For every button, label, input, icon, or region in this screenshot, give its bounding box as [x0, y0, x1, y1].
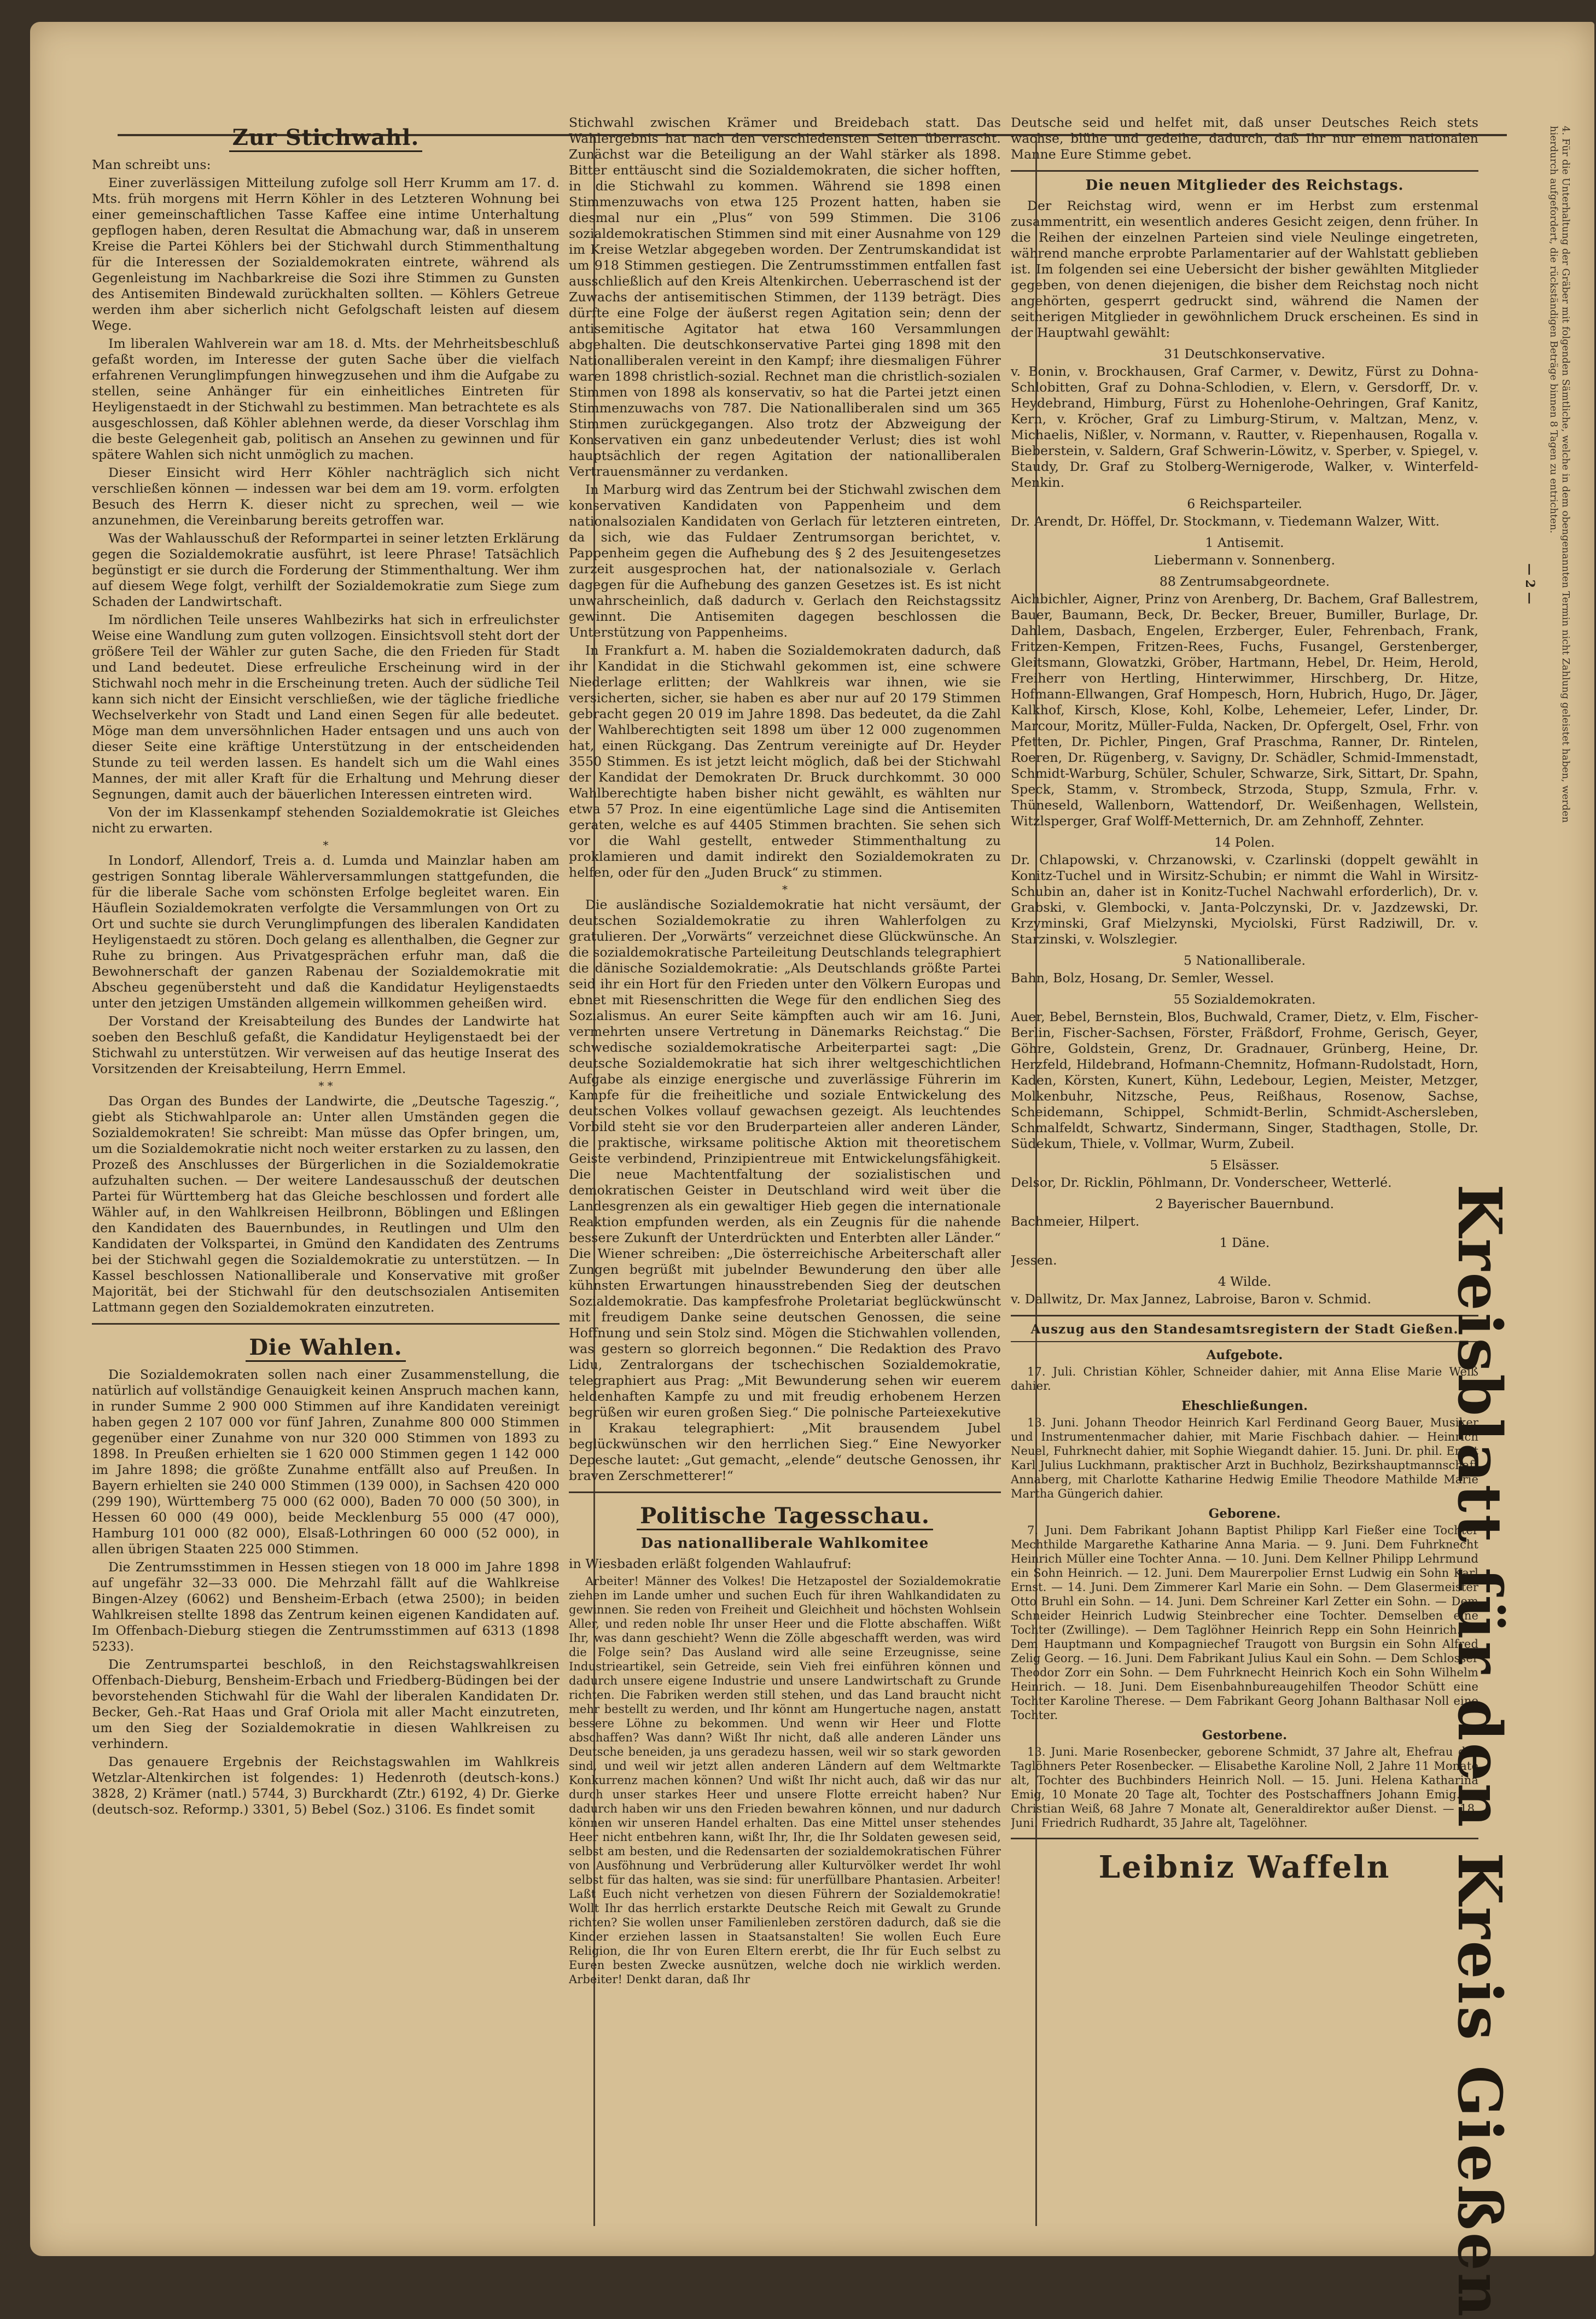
- party-label: 14 Polen.: [1214, 835, 1275, 850]
- party-list: [1011, 346, 1478, 1307]
- gestorbene-heading: Gestorbene.: [1202, 1728, 1288, 1743]
- party-members: Jessen.: [1011, 1252, 1057, 1268]
- party-label: 1 Antisemit.: [1205, 535, 1284, 550]
- margin-notice: 4. Für die Unterhaltung der Gräber mit folgenden Sämtliche, welche in dem obengenannten Termin nicht Zahlung geleistet haben, werden hierdurch aufgefordert, die rückständigen Beträge binnen 8 Tagen zu entrichten.: [1548, 126, 1571, 823]
- paragraph: Dieser Einsicht wird Herr Köhler nachträglich sich nicht verschließen können — indessen war bei dem am 19. vorm. erfolgten Besuch des Herrn K. dieser nicht zu sprechen, weil — wie anzunehmen, die Vereinbarung bereits getroffen war.: [92, 465, 560, 528]
- party-label: 55 Sozialdemokraten.: [1173, 992, 1316, 1007]
- party-label: 4 Wilde.: [1218, 1274, 1272, 1289]
- party-members: Auer, Bebel, Bernstein, Blos, Buchwald, Cramer, Dietz, v. Elm, Fischer-Berlin, Fischer-Sachsen, Förster, Fräßdorf, Frohme, Gerisch, Geyer, Göhre, Goldstein, Grenz, Dr. Gradnauer, Grünberg, Heine, Dr. Herzfeld, Hildebrand, Hofmann-Chemnitz, Hofmann-Rudolstadt, Horn, Kaden, Körsten, Kunert, Kühn, Ledebour, Legien, Meister, Metzger, Molkenbuhr, Nitzsche, Peus, Reißhaus, Rosenow, Sachse, Scheidemann, Schippel, Schmidt-Berlin, Schmidt-Aschersleben, Schmalfeldt, Schwartz, Sindermann, Singer, Stadthagen, Stolle, Dr. Südekum, Thiele, v. Vollmar, Wurm, Zubeil.: [1011, 1009, 1478, 1151]
- paragraph: Die Zentrumsstimmen in Hessen stiegen von 18 000 im Jahre 1898 auf ungefähr 32—33 000. Die Mehrzahl fällt auf die Wahlkreise Bingen-Alzey (6062) und Bensheim-Erbach (etwa 2500); in beiden Wahlkreisen stellte 1898 das Zentrum keinen eigenen Kandidaten auf. Im Offenbach-Dieburg stiegen die Zentrumsstimmen auf 6313 (1898 5233).: [92, 1559, 560, 1654]
- column-right: [1011, 115, 1478, 2204]
- party-label: 88 Zentrumsabgeordnete.: [1159, 574, 1330, 589]
- paragraph: In Marburg wird das Zentrum bei der Stichwahl zwischen dem konservativen Kandidaten von Pappenheim und dem nationalsozialen Kandidaten von Gerlach für letzteren eintreten, da sich, wie das Fuldaer Zentrumsorgan berichtet, v. Pappenheim gegen die Aufhebung des § 2 des Jesuitengesetzes zurzeit ausgesprochen hat, der nationalsoziale v. Gerlach dagegen für die Aufhebung des ganzen Gesetzes ist. Es ist nicht unwahrscheinlich, daß dadurch v. Gerlach den Reichstagssitz gewinnt. Die Antisemiten dagegen beschlossen die Unterstützung von Pappenheims.: [569, 482, 1001, 640]
- separator-asterisk: * *: [318, 1079, 333, 1092]
- party-members: Bahn, Bolz, Hosang, Dr. Semler, Wessel.: [1011, 970, 1274, 986]
- paragraph: Man schreibt uns:: [92, 157, 211, 172]
- party-label: 5 Elsässer.: [1209, 1157, 1280, 1173]
- party-members: v. Bonin, v. Brockhausen, Graf Carmer, v. Dewitz, Fürst zu Dohna-Schlobitten, Graf zu Dohna-Schlodien, v. Elern, v. Gersdorff, Dr. v. Heydebrand, Himburg, Fürst zu Hohenlohe-Oehringen, Graf Kanitz, Kern, v. Kröcher, Graf zu Limburg-Stirum, v. Maltzan, Menz, v. Michaelis, Nißler, v. Normann, v. Rautter, v. Riepenhausen, Rogalla v. Bieberstein, v. Saldern, Graf Schwerin-Löwitz, v. Sperber, v. Spiegel, v. Staudy, Dr. Graf zu Stolberg-Wernigerode, Walker, v. Winterfeld-Menkin.: [1011, 364, 1478, 490]
- paragraph: Was der Wahlausschuß der Reformpartei in seiner letzten Erklärung gegen die Sozialdemokratie ausführt, ist leere Phrase! Tatsächlich begünstigt er sie durch die Forderung der Stimmenthaltung. Wer ihm auf diesem Wege folgt, verhilft der Sozialdemokratie zum Siege zum Schaden der Landwirtschaft.: [92, 531, 560, 609]
- paragraph: In Frankfurt a. M. haben die Sozialdemokraten dadurch, daß ihr Kandidat in die Stichwahl gekommen ist, eine schwere Niederlage erlitten; der Wahlkreis war ihnen, wie sie versicherten, sicher, sie haben es aber nur auf 20 179 Stimmen gebracht gegen 20 019 im Jahre 1898. Das bedeutet, da die Zahl der Wahlberechtigten seit 1898 um über 12 000 zugenommen hat, einen Rückgang. Das Zentrum vereinigte auf Dr. Heyder 3550 Stimmen. Es ist jetzt leicht möglich, daß bei der Stichwahl der Kandidat der Demokraten Dr. Bruck durchkommt. 30 000 Wahlberechtigte haben bisher nicht gewählt, es wählten nur etwa 57 Proz. In eine eigentümliche Lage sind die Antisemiten geraten, welche es auf 4405 Stimmen brachten. Sie sehen sich vor die Wahl gestellt, entweder Stimmenthaltung zu proklamieren und damit indirekt den Sozialdemokraten zu helfen, oder für den „Juden Bruck“ zu stimmen.: [569, 643, 1001, 880]
- geborene-heading: Geborene.: [1208, 1506, 1281, 1521]
- paragraph: Der Vorstand der Kreisabteilung des Bundes der Landwirte hat soeben den Beschluß gefaßt, die Kandidatur Heyligenstaedt bei der Stichwahl zu unterstützen. Wir verweisen auf das heutige Inserat des Vorsitzenden der Kreisabteilung, Herrn Emmel.: [92, 1013, 560, 1076]
- section-rule: [1011, 170, 1478, 172]
- paragraph: 13. Juni. Marie Rosenbecker, geborene Schmidt, 37 Jahre alt, Ehefrau des Taglöhners Peter Rosenbecker. — Elisabethe Karoline Noll, 2 Jahre 11 Monate alt, Tochter des Buchbinders Heinrich Noll. — 15. Juni. Helena Katharina Emig, 10 Monate 20 Tage alt, Tochter des Postschaffners Johann Emig. — Christian Weiß, 68 Jahre 7 Monate alt, Generaldirektor außer Dienst. — 18. Juni. Friedrich Rudhardt, 35 Jahre alt, Tagelöhner.: [1011, 1745, 1478, 1829]
- wahlen-heading: Die Wahlen.: [92, 1335, 560, 1360]
- paragraph: 17. Juli. Christian Köhler, Schneider dahier, mit Anna Elise Marie Weiß dahier.: [1011, 1365, 1478, 1392]
- paragraph: Einer zuverlässigen Mitteilung zufolge soll Herr Krumm am 17. d. Mts. früh morgens mit Herrn Köhler in des Letzteren Wohnung bei einer gemeinschaftlichen Tasse Kaffee eine intime Unterhaltung gepflogen haben, deren Resultat die Abmachung war, daß in unserem Kreise die Partei Köhlers bei der Stichwahl durch Stimmenthaltung für die Interessen der Sozialdemokraten eintrete, während als Gegenleistung im Nachbarkreise die Sozi ihre Stimmen zu Gunsten des Antisemiten Bindewald zurückhalten sollten. — Köhlers Getreue werden ihm aber sicherlich nicht Gefolgschaft leisten auf diesem Wege.: [92, 175, 560, 333]
- paragraph: Arbeiter! Männer des Volkes! Die Hetzapostel der Sozialdemokratie ziehen im Lande umher und suchen Euch für ihren Wahlkandidaten zu gewinnen. Sie reden von Freiheit und Gleichheit und höchsten Wohlsein Aller, und reden noble Ihr unser Heer und die Flotte abschaffen. Wißt Ihr, was dann geschieht? Wenn die Zölle abgeschafft werden, was wird die Folge sein? Das Ausland wird alle seine Erzeugnisse, seine Industrieartikel, sein Getreide, sein Vieh frei einführen können und dadurch unsere eigene Industrie und unsere Landwirtschaft zu Grunde richten. Die Fabriken werden still stehen, und das Land braucht nicht mehr bestellt zu werden, und Ihr könnt am Hungertuche nagen, anstatt bessere Löhne zu bekommen. Und wenn wir Heer und Flotte abschaffen? Was dann? Wißt Ihr nicht, daß alle anderen Länder uns Deutsche beneiden, ja uns geradezu hassen, weil wir so stark geworden sind, und weil wir jetzt allen anderen Ländern auf dem Weltmarkte Konkurrenz machen können? Und wißt Ihr nicht auch, daß wir das nur durch unser starkes Heer und unsere Flotte erreicht haben? Nur dadurch haben wir uns den Frieden bewahren können, und nur dadurch können wir unseren Handel erhalten. Das eine Mittel unser stehendes Heer nicht entbehren kann, wißt Ihr, Ihr, die Ihr Soldaten gewesen seid, selbst am besten, und die Redensarten der sozialdemokratischen Führer von Ausföhnung und Verbrüderung aller Kulturvölker werdet Ihr wohl selbst für das halten, was sie sind: für unerfüllbare Phantasien. Arbeiter! Laßt Euch nicht verhetzen von diesen Führern der Sozialdemokratie! Wollt Ihr das herrlich erstarkte Deutsche Reich mit Gewalt zu Grunde richten? Sie wollen unser Familienleben zerstören dadurch, daß sie die Kinder erziehen lassen in Staatsanstalten! Sie wollen Euch Eure Religion, die Ihr von Euren Eltern ererbt, die Ihr für Euch selbst zu Euren besten Zwecke ausnützen, welche doch nie wirklich werden. Arbeiter! Denkt daran, daß Ihr: [569, 1575, 1001, 1986]
- wahlkomitee-article: [569, 1574, 1001, 1986]
- paragraph: Der Reichstag wird, wenn er im Herbst zum erstenmal zusammentritt, ein wesentlich anderes Gesicht zeigen, denn früher. In die Reihen der einzelnen Parteien sind viele Neulinge eingetreten, während manche erprobte Parlamentarier auf der Wahlstatt geblieben ist. Im folgenden sei eine Uebersicht der bisher gewählten Mitglieder gegeben, von denen diejenigen, die bisher dem Reichstag noch nicht angehörten, gesperrt gedruckt sind, während die Namen der seitherigen Mitglieder in gewöhnlichem Druck erscheinen. Es sind in der Hauptwahl gewählt:: [1011, 198, 1478, 340]
- paragraph: Stichwahl zwischen Krämer und Breidebach statt. Das Wahlergebnis hat nach den verschiedensten Seiten überrascht. Zunächst war die Beteiligung an der Wahl stärker als 1898. Bitter enttäuscht sind die Sozialdemokraten, die sicher hofften, in die Stichwahl zu kommen. Während sie 1898 einen Stimmenzuwachs von etwa 125 Prozent hatten, haben sie diesmal nur ein „Plus“ von 599 Stimmen. Die 3106 sozialdemokratischen Stimmen sind mit einer Ausnahme von 129 im Kreise Wetzlar abgegeben worden. Der Zentrumskandidat ist um 918 Stimmen gestiegen. Die Zentrumsstimmen entfallen fast ausschließlich auf den Kreis Altenkirchen. Ueberraschend ist der Zuwachs der antisemitischen Stimmen, der 1139 beträgt. Dies dürfte eine Folge der äußerst regen Agitation sein; denn der antisemitische Agitator hat etwa 160 Versammlungen abgehalten. Die deutschkonservative Partei ging 1898 mit den Nationalliberalen vereint in den Kampf; ihre diesmaligen Führer waren 1898 christlich-sozial. Rechnet man die christlich-sozialen Stimmen von 1898 als konservativ, so hat die Partei jetzt einen Stimmenzuwachs von 787. Die Nationalliberalen sind um 365 Stimmen zurückgegangen. Also trotz der Abzweigung der Konservativen ein ganz unbedeutender Verlust; dies ist wohl hauptsächlich der regen Agitation der nationalliberalen Vertrauensmänner zu verdanken.: [569, 115, 1001, 479]
- paragraph: Die ausländische Sozialdemokratie hat nicht versäumt, der deutschen Sozialdemokratie zu ihren Wahlerfolgen zu gratulieren. Der „Vorwärts“ verzeichnet diese Glückwünsche. An die sozialdemokratische Parteileitung Deutschlands telegraphiert die dänische Sozialdemokratie: „Als Deutschlands größte Partei seid ihr ein Hort für den Frieden unter den Völkern Europas und ebnet mit Riesenschritten die Wege für den endlichen Sieg des Sozialismus. An eurer Seite kämpften auch wir am 16. Juni, vermehrten unsere Vertretung in Dänemarks Reichstag.“ Die schwedische sozialdemokratische Arbeiterpartei sagt: „Die deutsche Sozialdemokratie hat sich ihrer weltgeschichtlichen Aufgabe als einzige energische und zuverlässige Führerin im Kampfe für die freiheitliche und soziale Entwickelung des deutschen Volkes vollauf gewachsen gezeigt. Als leuchtendes Vorbild steht sie vor den Bruderparteien aller anderen Länder, die praktische, wirksame politische Aktion mit theoretischem Geiste verbindend, Prinzipientreue mit Entwickelungsfähigkeit. Die neue Machtentfaltung der sozialistischen und demokratischen Geister in Deutschland wird weit über die Landesgrenzen als ein gewaltiger Hieb gegen die internationale Reaktion empfunden werden, als ein Zeugnis für die nahende bessere Zukunft der Unterdrückten und Enterbten aller Länder.“ Die Wiener schreiben: „Die österreichische Arbeiterschaft aller Zungen begrüßt mit jubelnder Bewunderung den über alle kühnsten Erwartungen hinausstrebenden Sieg der deutschen Sozialdemokratie. Das kampfesfrohe Proletariat beglückwünscht mit freudigem Danke seine deutschen Genossen, die seine Hoffnung und sein Stolz sind. Mögen die Stichwahlen vollenden, was gestern so glorreich begonnen.“ Die Redaktion des Pravo Lidu, Zentralorgans der tschechischen Sozialdemokratie, telegraphiert aus Prag: „Mit Bewunderung sehen wir euerem heldenhaften Kampfe zu und mit freudig erhobenem Herzen begrüßen wir euren großen Sieg.“ Die polnische Parteiexekutive in Krakau telegraphiert: „Mit brausendem Jubel beglückwünschen wir den herrlichen Sieg.“ Eine Newyorker Depesche lautet: „Gut gemacht, „elende“ deutsche Genossen, ihr braven Zerschmetterer!“: [569, 897, 1001, 1483]
- party-members: Delsor, Dr. Ricklin, Pöhlmann, Dr. Vonderscheer, Wetterlé.: [1011, 1175, 1392, 1190]
- masthead-vertical-title: Kreisblatt für den Kreis Gießen: [1444, 1184, 1515, 2319]
- paragraph: Das Organ des Bundes der Landwirte, die „Deutsche Tageszig.“, giebt als Stichwahlparole an: Unter allen Umständen gegen die Sozialdemokraten! Sie schreibt: Man müsse das Opfer bringen, um, um die Sozialdemokratie nicht noch weiter erstarken zu zu lassen, den Prozeß des Anschlusses der Bürgerlichen in die Sozialdemokratie aufzuhalten suchen. — Der weitere Landesausschuß der deutschen Partei für Württemberg hat das Gleiche beschlossen und fordert alle Wähler auf, in den Wahlkreisen Heilbronn, Böblingen und Eßlingen den Kandidaten des Bauernbundes, in Reutlingen und Ulm den Kandidaten der Volkspartei, in Gmünd den Kandidaten des Zentrums bei der Stichwahl gegen die Sozialdemokratie zu unterstützen. — In Kassel beschlossen Nationalliberale und Konservative mit großer Majorität, bei der Stichwahl für den deutschsozialen Antisemiten Lattmann gegen den Sozialdemokraten einzutreten.: [92, 1093, 560, 1315]
- standesamt-heading: Auszug aus den Standesamtsregistern der Stadt Gießen.: [1030, 1322, 1459, 1337]
- paragraph: Deutsche seid und helfet mit, daß unser Deutsches Reich stets wachse, blühe und gedeihe, dadurch, daß Ihr nur einem nationalen Manne Eure Stimme gebet.: [1011, 115, 1478, 162]
- party-label: 5 Nationalliberale.: [1184, 953, 1306, 968]
- stichwahl-heading: Zur Stichwahl.: [92, 125, 560, 150]
- section-rule: [1011, 1838, 1478, 1839]
- separator-asterisk: *: [782, 883, 788, 896]
- intl-article: [569, 897, 1001, 1484]
- aufgebote-heading: Aufgebote.: [1206, 1348, 1283, 1362]
- advertisement-leibniz: Leibniz Waffeln: [1098, 1849, 1391, 1885]
- stichwahl-article: [92, 157, 560, 836]
- tagesschau-heading: Politische Tagesschau.: [569, 1503, 1001, 1529]
- paragraph: 13. Juni. Johann Theodor Heinrich Karl Ferdinand Georg Bauer, Musiker und Instrumentenmacher dahier, mit Marie Fischbach dahier. — Heinrich Neuel, Fuhrknecht dahier, mit Sophie Wiegandt dahier. 15. Juni. Dr. phil. Ernst Karl Julius Luckhmann, praktischer Arzt in Buchholz, Bezirkshauptmannschaft Annaberg, mit Charlotte Katharine Hedwig Emilie Theodore Mathilde Marie Martha Güngerich dahier.: [1011, 1416, 1478, 1500]
- party-label: 2 Bayerischer Bauernbund.: [1155, 1196, 1335, 1211]
- section-rule: [569, 1491, 1001, 1493]
- party-members: Aichbichler, Aigner, Prinz von Arenberg, Dr. Bachem, Graf Ballestrem, Bauer, Baumann, Beck, Dr. Becker, Breuer, Bumiller, Burlage, Dr. Dahlem, Dasbach, Engelen, Erzberger, Euler, Fehrenbach, Frank, Fritzen-Kempen, Fritzen-Rees, Fuchs, Fusangel, Gerstenberger, Gleitsmann, Glowatzki, Gröber, Hartmann, Hebel, Dr. Heim, Herold, Freiherr von Hertling, Hinterwimmer, Hirschberg, Dr. Hitze, Hofmann-Ellwangen, Graf Hompesch, Horn, Hubrich, Hugo, Dr. Jäger, Kalkhof, Kirsch, Klose, Kohl, Kolbe, Lehemeier, Lefer, Linder, Dr. Marcour, Moritz, Müller-Fulda, Nacken, Dr. Opfergelt, Osel, Frhr. von Pfetten, Dr. Pichler, Pingen, Graf Praschma, Ranner, Dr. Rintelen, Roeren, Dr. Rügenberg, v. Savigny, Dr. Schädler, Schmid-Immenstadt, Schmidt-Warburg, Schüler, Schuler, Schwarze, Sirk, Sittart, Dr. Spahn, Speck, Stamm, v. Strombeck, Strzoda, Stupp, Szmula, Frhr. v. Thüneseld, Wallenborn, Wattendorf, Dr. Weißenhagen, Wellstein, Witzlsperger, Graf Wolff-Metternich, Dr. am Zehnhoff, Zehnter.: [1011, 591, 1478, 829]
- page-number: — 2 —: [1523, 563, 1537, 604]
- column-left: [92, 115, 560, 2204]
- londorf-article: [92, 853, 560, 1077]
- party-members: Dr. Chlapowski, v. Chrzanowski, v. Czarlinski (doppelt gewählt in Konitz-Tuchel und in Wirsitz-Schubin; er nimmt die Wahl in Wirsitz-Schubin an, daher ist in Konitz-Tuchel Nachwahl erforderlich), Dr. v. Grabski, v. Glembocki, v. Janta-Polczynski, Dr. v. Jazdzewski, Dr. Krzyminski, Graf Mielzynski, Myciolski, Fürst Radziwill, Dr. v. Starzinski, v. Wolszlegier.: [1011, 852, 1478, 947]
- wahlen-continuation: [569, 115, 1001, 881]
- column-middle: [569, 115, 1001, 2204]
- paragraph: Das genauere Ergebnis der Reichstagswahlen im Wahlkreis Wetzlar-Altenkirchen ist folgendes: 1) Hedenroth (deutsch-kons.) 3828, 2) Krämer (natl.) 5744, 3) Burckhardt (Ztr.) 6192, 4) Dr. Gierke (deutsch-soz. Reformp.) 3301, 5) Bebel (Soz.) 3106. Es findet somit: [92, 1754, 560, 1817]
- party-members: Dr. Arendt, Dr. Höffel, Dr. Stockmann, v. Tiedemann Walzer, Witt.: [1011, 514, 1440, 529]
- party-label: 31 Deutschkonservative.: [1164, 346, 1325, 362]
- paragraph: Im nördlichen Teile unseres Wahlbezirks hat sich in erfreulichster Weise eine Wandlung zum guten vollzogen. Einsichtsvoll steht dort der größere Teil der Wähler zur guten Sache, die den Frieden für Stadt und Land bedeutet. Diese erfreuliche Erscheinung wird in der Stichwahl noch mehr in die Erscheinung treten. Auch der südliche Teil kann sich nicht der Einsicht verschließen, wie der tägliche friedliche Wechselverkehr von Stadt und Land einen Segen für alle bedeutet. Möge man dem unversöhnlichen Hader entsagen und uns auch von dieser Seite eine kräftige Unterstützung in der entscheidenden Stunde zu teil werden lassen. Es handelt sich um die Wahl eines Mannes, der mit aller Kraft für die Erhaltung und Mehrung dieser Segnungen, damit auch der bäuerlichen Interessen eintreten wird.: [92, 612, 560, 802]
- party-members: Liebermann v. Sonnenberg.: [1154, 552, 1336, 568]
- paragraph: Von der im Klassenkampf stehenden Sozialdemokratie ist Gleiches nicht zu erwarten.: [92, 805, 560, 836]
- wahlkomitee-subheading: Das nationalliberale Wahlkomitee: [640, 1535, 929, 1552]
- ehe-heading: Eheschließungen.: [1181, 1399, 1308, 1413]
- paragraph: Die Sozialdemokraten sollen nach einer Zusammenstellung, die natürlich auf vollständige Genauigkeit keinen Anspruch machen kann, in runder Summe 2 900 000 Stimmen auf ihre Kandidaten vereinigt haben gegen 2 107 000 vor fünf Jahren, Zunahme 800 000 Stimmen gegenüber einer Zunahme von nur 320 000 Stimmen von 1893 zu 1898. In Preußen erhielten sie 1 620 000 Stimmen gegen 1 142 000 im Jahre 1898; die größte Zunahme entfällt also auf Preußen. In Bayern erhielten sie 240 000 Stimmen (139 000), in Sachsen 420 000 (299 190), Württemberg 75 000 (62 000), Baden 70 000 (50 300), in Hessen 60 000 (49 000), beide Mecklenburg 55 000 (47 000), Hamburg 101 000 (82 000), Elsaß-Lothringen 60 000 (52 000), in allen übrigen Staaten 225 000 Stimmen.: [92, 1367, 560, 1557]
- separator-asterisk: *: [323, 838, 329, 852]
- paragraph: Die Zentrumspartei beschloß, in den Reichstagswahlkreisen Offenbach-Dieburg, Bensheim-Erbach und Friedberg-Büdingen bei der bevorstehenden Stichwahl für die Wahl der liberalen Kandidaten Dr. Becker, Geh.-Rat Haas und Graf Oriola mit aller Macht einzutreten, um den Sieg der Sozialdemokratie in diesen Wahlkreisen zu verhindern.: [92, 1657, 560, 1751]
- party-members: v. Dallwitz, Dr. Max Jannez, Labroise, Baron v. Schmid.: [1011, 1291, 1372, 1307]
- mitglieder-heading: Die neuen Mitglieder des Reichstags.: [1085, 177, 1404, 194]
- paragraph: 7. Juni. Dem Fabrikant Johann Baptist Philipp Karl Fießer eine Tochter Mechthilde Margarethe Katharine Anna Maria. — 9. Juni. Dem Fuhrknecht Heinrich Müller eine Tochter Anna. — 10. Juni. Dem Kellner Philipp Lehrmund ein Sohn Heinrich. — 12. Juni. Dem Maurerpolier Ernst Ludwig ein Sohn Karl Ernst. — 14. Juni. Dem Zimmerer Karl Marie ein Sohn. — Dem Glasermeister Otto Bruhl ein Sohn. — 14. Juni. Dem Schreiner Karl Zetter ein Sohn. — Dem Schneider Heinrich Ludwig Steinbrecher eine Tochter. Demselben eine Tochter (Zwillinge). — Dem Taglöhner Heinrich Repp ein Sohn Heinrich. — Dem Hauptmann und Kompagniechef Traugott von Burgsin ein Sohn Alfred Zelig Georg. — 16. Juni. Dem Fabrikant Julius Kaul ein Sohn. — Dem Schlosser Theodor Zorr ein Sohn. — Dem Fuhrknecht Heinrich Koch ein Sohn Wilhelm Heinrich. — 18. Juni. Dem Eisenbahnbureaugehilfen Theodor Schütt eine Tochter Karoline Therese. — Dem Fabrikant Georg Johann Balthasar Noll eine Tochter.: [1011, 1524, 1478, 1722]
- paragraph: Im liberalen Wahlverein war am 18. d. Mts. der Mehrheitsbeschluß gefaßt worden, im Interesse der guten Sache über die vielfach erfahrenen Verunglimpfungen hinwegzusehen und ihm die Aufgabe zu stellen, seine Anhänger für ein einheitliches Eintreten für Heyligenstaedt in der Stichwahl zu bestimmen. Man betrachtete es als ausgeschlossen, daß Köhler ablehnen werde, da dieser Vorschlag ihm die beste Gelegenheit gab, politisch an Ansehen zu gewinnen und für spätere Wahlen sich nicht unmöglich zu machen.: [92, 336, 560, 462]
- section-rule: [92, 1323, 560, 1325]
- party-label: 6 Reichsparteiler.: [1187, 496, 1302, 511]
- bund-article: [92, 1093, 560, 1315]
- party-members: Bachmeier, Hilpert.: [1011, 1214, 1140, 1229]
- paragraph: In Londorf, Allendorf, Treis a. d. Lumda und Mainzlar haben am gestrigen Sonntag liberale Wählerversammlungen stattgefunden, die für die liberale Sache vom schönsten Erfolge begleitet waren. Ein Häuflein Sozialdemokraten verfolgte die Versammlungen von Ort zu Ort und suchte sie durch Verunglimpfungen des liberalen Kandidaten Heyligenstaedt zu stören. Doch gelang es allenthalben, die Gegner zur Ruhe zu bringen. Aus Privatgesprächen erfuhr man, daß die Bewohnerschaft der ganzen Rabenau der Sozialdemokratie mit Abscheu gegenübersteht und daß die Kandidatur Heyligenstaedts unter den jetzigen Umständen allgemein willkommen geheißen wird.: [92, 853, 560, 1011]
- wahlkomitee-intro: in Wiesbaden erläßt folgenden Wahlaufruf:: [569, 1556, 852, 1571]
- section-rule-thin: [1011, 1341, 1478, 1342]
- party-label: 1 Däne.: [1219, 1235, 1270, 1250]
- wahlen-article: [92, 1367, 560, 1817]
- section-rule: [1011, 1315, 1478, 1316]
